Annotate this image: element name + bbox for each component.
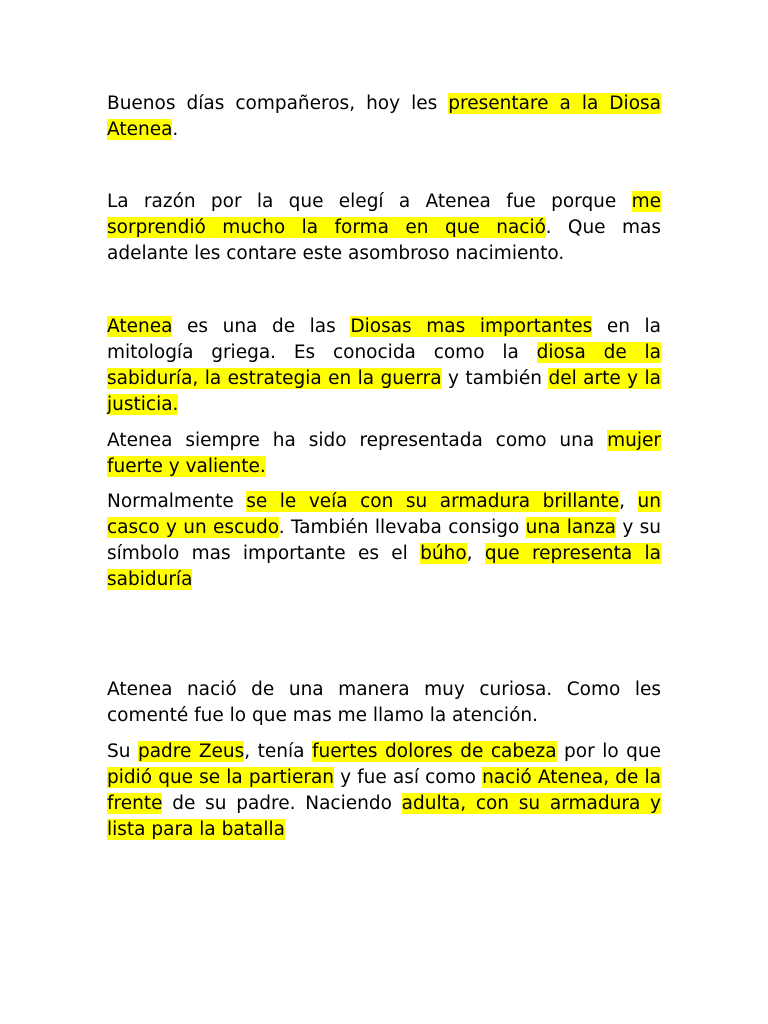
highlighted-text: un casco y un escudo (107, 491, 661, 538)
highlighted-text: búho (420, 543, 467, 564)
text-segment: en la mitología griega. Es conocida como la (107, 316, 661, 363)
highlighted-text: mujer fuerte y valiente. (107, 430, 661, 477)
text-segment: . (172, 119, 179, 140)
text-segment: es una de las (172, 316, 351, 337)
text-segment: Normalmente (107, 491, 247, 512)
text-segment: Atenea nació de una manera muy curiosa. Como les comenté fue lo que mas me llamo la atención. (107, 679, 661, 726)
highlighted-text: se le veía con su armadura brillante (246, 491, 620, 512)
paragraph-reason (107, 189, 661, 267)
text-segment: y su símbolo mas importante es el (107, 517, 661, 564)
text-segment: . También llevaba consigo (278, 517, 526, 538)
highlighted-text: adulta, con su armadura y lista para la batalla (107, 793, 661, 840)
paragraph-birth-intro (107, 677, 661, 729)
text-segment: . Que mas adelante les contare este asombroso nacimiento. (107, 217, 661, 264)
paragraph-greeting (107, 91, 661, 143)
text-segment: y también (441, 368, 549, 389)
text-segment: , (619, 491, 638, 512)
paragraph-birth-story (107, 739, 661, 843)
text-segment: Su (107, 741, 138, 762)
highlighted-text: Diosas mas importantes (350, 316, 593, 337)
highlighted-text: que representa la sabiduría (107, 543, 661, 590)
text-segment: y fue así como (334, 767, 483, 788)
text-segment: La razón por la que elegí a Atenea fue porque (107, 191, 632, 212)
text-segment: de su padre. Naciendo (162, 793, 402, 814)
highlighted-text: del arte y la justicia. (107, 368, 661, 415)
highlighted-text: una lanza (525, 517, 616, 538)
paragraph-representation (107, 428, 661, 480)
text-segment: , (466, 543, 485, 564)
highlighted-text: me sorprendió mucho la forma en que nació (107, 191, 661, 238)
highlighted-text: presentare a la Diosa Atenea (107, 93, 661, 140)
text-segment: Atenea siempre ha sido representada como una (107, 430, 608, 451)
highlighted-text: padre Zeus (137, 741, 245, 762)
highlighted-text: Atenea (107, 316, 173, 337)
text-segment: Buenos días compañeros, hoy les (107, 93, 449, 114)
highlighted-text: nació Atenea, de la frente (107, 767, 661, 814)
highlighted-text: fuertes dolores de cabeza (312, 741, 557, 762)
paragraph-importance (107, 314, 661, 418)
paragraph-appearance (107, 489, 661, 593)
text-segment: por lo que (556, 741, 662, 762)
text-segment: , tenía (244, 741, 313, 762)
highlighted-text: diosa de la sabiduría, la estrategia en la guerra (107, 342, 661, 389)
highlighted-text: pidió que se la partieran (107, 767, 334, 788)
